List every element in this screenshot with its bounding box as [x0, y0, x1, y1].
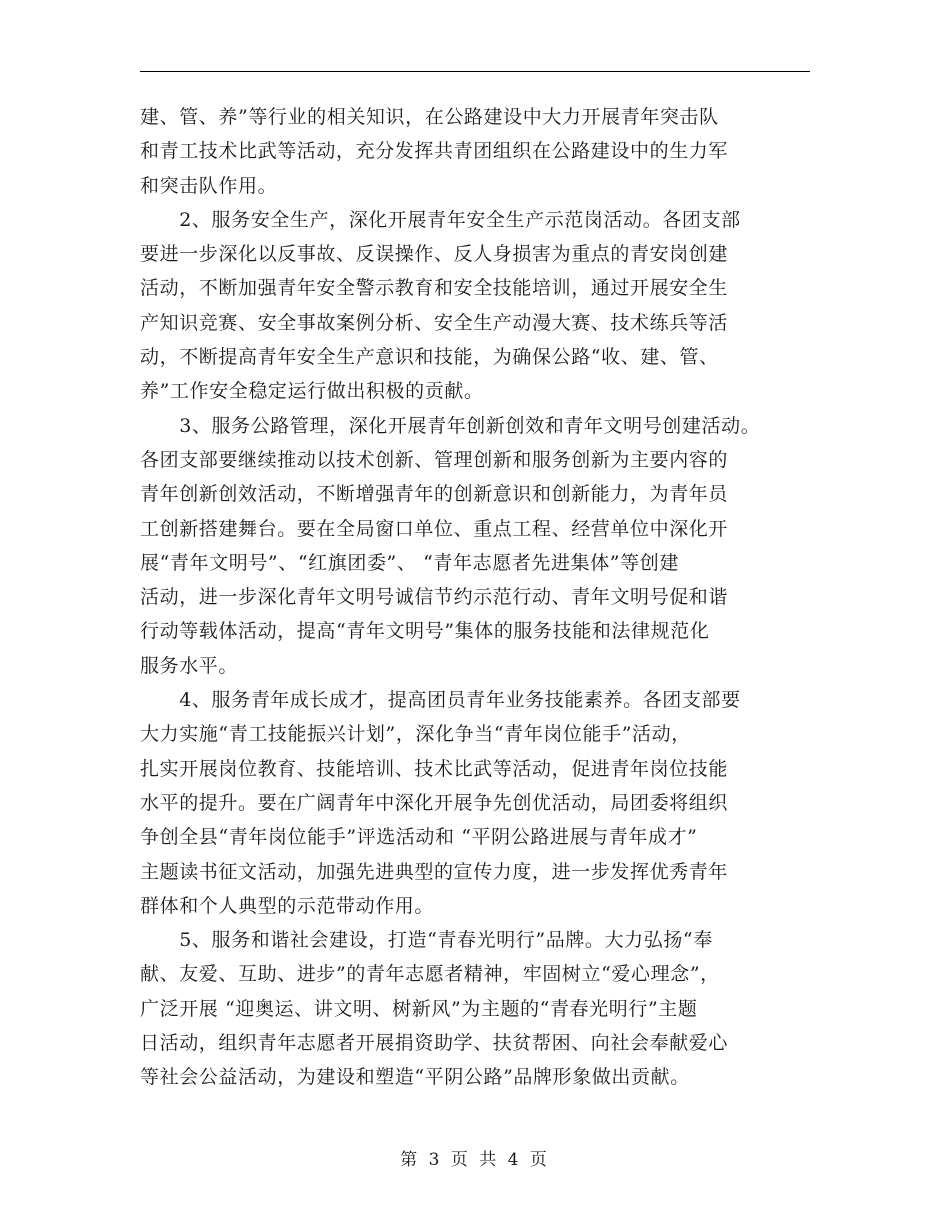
text-line: 争创全县“青年岗位能手”评选活动和 “平阴公路进展与青年成才” — [140, 826, 698, 849]
text-line: 4、服务青年成长成才，提高团员青年业务技能素养。各团支部要 — [140, 689, 741, 712]
text-line: 产知识竞赛、安全事故案例分析、安全生产动漫大赛、技术练兵等活 — [140, 311, 729, 334]
text-line: 大力实施“青工技能振兴计划”，深化争当“青年岗位能手”活动， — [140, 723, 691, 746]
text-line: 广泛开展 “迎奥运、讲文明、树新风”为主题的“青春光明行”主题 — [140, 997, 698, 1020]
text-line: 青年创新创效活动，不断增强青年的创新意识和创新能力，为青年员 — [140, 483, 729, 506]
text-line: 养”工作安全稳定运行做出积极的贡献。 — [140, 380, 484, 403]
text-line: 各团支部要继续推动以技术创新、管理创新和服务创新为主要内容的 — [140, 448, 729, 471]
page-number-footer: 第 3 页 共 4 页 — [400, 1150, 550, 1170]
text-line: 活动，进一步深化青年文明号诚信节约示范行动、青年文明号促和谐 — [140, 586, 729, 609]
text-line: 2、服务安全生产，深化开展青年安全生产示范岗活动。各团支部 — [140, 208, 741, 231]
text-line: 群体和个人典型的示范带动作用。 — [140, 894, 435, 917]
text-line: 主题读书征文活动，加强先进典型的宣传力度，进一步发挥优秀青年 — [140, 860, 729, 883]
text-line: 要进一步深化以反事故、反误操作、反人身损害为重点的青安岗创建 — [140, 243, 729, 266]
text-line: 3、服务公路管理，深化开展青年创新创效和青年文明号创建活动。 — [140, 414, 761, 437]
text-line: 建、管、养”等行业的相关知识，在公路建设中大力开展青年突击队 — [140, 106, 719, 128]
text-line: 和青工技术比武等活动，充分发挥共青团组织在公路建设中的生力军 — [140, 140, 729, 163]
text-line: 行动等载体活动，提高“青年文明号”集体的服务技能和法律规范化 — [140, 620, 710, 643]
text-line: 服务水平。 — [140, 654, 239, 677]
text-line: 工创新搭建舞台。要在全局窗口单位、重点工程、经营单位中深化开 — [140, 517, 729, 540]
text-line: 展“青年文明号”、“红旗团委”、 “青年志愿者先进集体”等创建 — [140, 551, 679, 574]
text-line: 活动，不断加强青年安全警示教育和安全技能培训，通过开展安全生 — [140, 277, 729, 300]
text-line: 献、友爱、互助、进步”的青年志愿者精神，牢固树立“爱心理念”， — [140, 963, 720, 986]
text-line: 水平的提升。要在广阔青年中深化开展争先创优活动，局团委将组织 — [140, 791, 729, 814]
text-line: 等社会公益活动，为建设和塑造“平阴公路”品牌形象做出贡献。 — [140, 1066, 690, 1089]
text-line: 和突击队作用。 — [140, 174, 278, 197]
text-line: 扎实开展岗位教育、技能培训、技术比武等活动，促进青年岗位技能 — [140, 757, 729, 780]
document-body — [140, 100, 820, 1095]
text-line: 动，不断提高青年安全生产意识和技能，为确保公路“收、建、管、 — [140, 346, 719, 369]
text-line: 日活动，组织青年志愿者开展捐资助学、扶贫帮困、向社会奉献爱心 — [140, 1032, 729, 1055]
header-rule — [140, 71, 810, 72]
text-line: 5、服务和谐社会建设，打造“青春光明行”品牌。大力弘扬“奉 — [140, 929, 713, 952]
